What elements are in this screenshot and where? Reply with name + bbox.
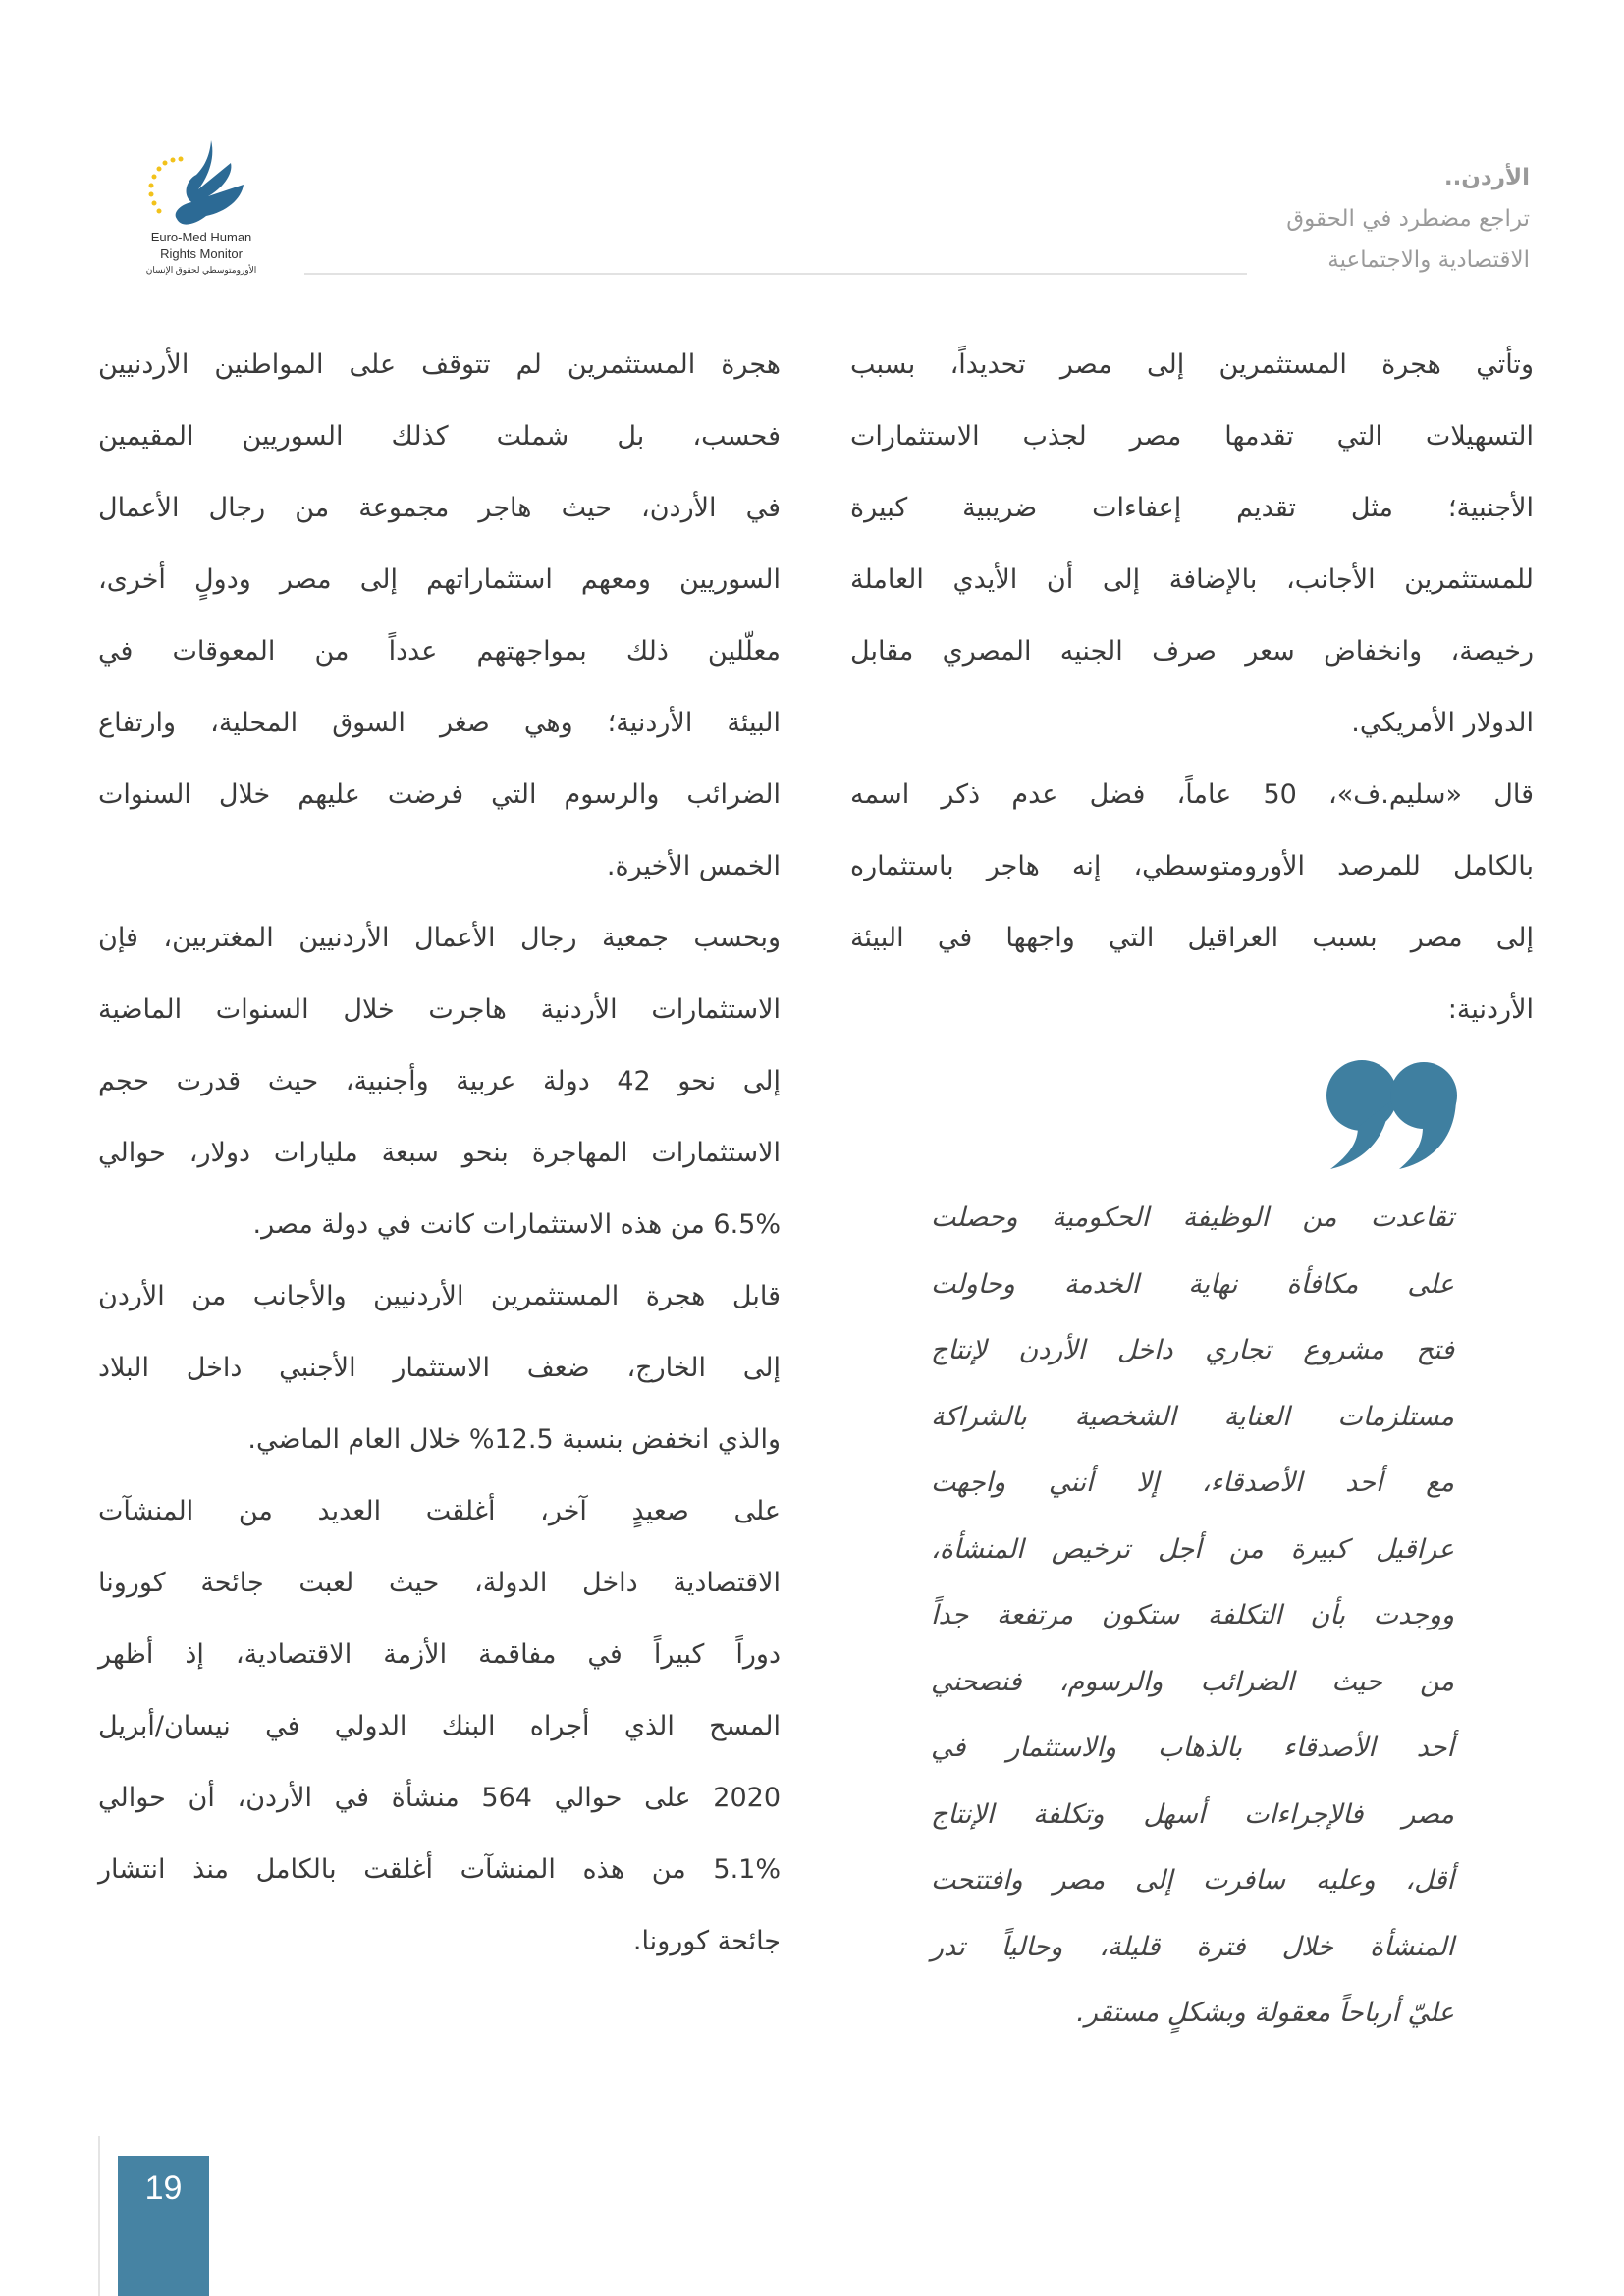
- text-line: عراقيل كبيرة من أجل ترخيص المنشأة،: [931, 1533, 1454, 1565]
- text-line: مصر فالإجراءات أسهل وتكلفة الإنتاج: [931, 1798, 1454, 1830]
- text-line: 6.5% من هذه الاستثمارات كانت في دولة مصر.: [252, 1209, 781, 1240]
- left-column: [98, 329, 781, 1977]
- text-line: الاستثمارات المهاجرة بنحو سبعة مليارات دولار، حوالي: [98, 1138, 781, 1168]
- logo-line: Rights Monitor: [160, 246, 243, 261]
- text-line: الاستثمارات الأردنية هاجرت خلال السنوات الماضية: [98, 994, 781, 1025]
- text-line: المسح الذي أجراه البنك الدولي في نيسان/أبريل: [98, 1711, 781, 1741]
- text-line: 5.1% من هذه المنشآت أغلقت بالكامل منذ انتشار: [98, 1854, 781, 1885]
- text-line: قابل هجرة المستثمرين الأردنيين والأجانب من الأردن: [98, 1281, 781, 1311]
- text-line: الخمس الأخيرة.: [606, 851, 781, 881]
- text-line: 2020 على حوالي 564 منشأة في الأردن، أن حوالي: [98, 1783, 781, 1813]
- text-line: مستلزمات العناية الشخصية بالشراكة: [931, 1401, 1454, 1432]
- text-line: هجرة المستثمرين لم تتوقف على المواطنين الأردنيين: [98, 349, 781, 380]
- text-line: جائحة كورونا.: [632, 1926, 781, 1956]
- quote-mark-icon: [1321, 1058, 1458, 1171]
- page-number: 19: [118, 2156, 209, 2296]
- text-line: الأجنبية؛ مثل تقديم إعفاءات ضريبية كبيرة: [850, 493, 1534, 523]
- text-line: أحد الأصدقاء بالذهاب والاستثمار في: [931, 1733, 1454, 1763]
- text-line: فحسب، بل شملت كذلك السوريين المقيمين: [98, 421, 781, 452]
- text-line: رخيصة، وانخفاض سعر صرف الجنيه المصري مقابل: [850, 636, 1534, 667]
- text-line: معلّلين ذلك بمواجهتهم عدداً من المعوقات في: [98, 636, 781, 667]
- text-line: على صعيدٍ آخر، أغلقت العديد من المنشآت: [98, 1496, 781, 1526]
- title-line: الاقتصادية والاجتماعية: [1327, 247, 1530, 273]
- title-line: تراجع مضطرد في الحقوق: [1286, 206, 1530, 232]
- text-line: إلى الخارج، ضعف الاستثمار الأجنبي داخل البلاد: [98, 1353, 781, 1383]
- text-line: وبحسب جمعية رجال الأعمال الأردنيين المغتربين، فإن: [98, 923, 781, 953]
- text-line: البيئة الأردنية؛ وهي صغر السوق المحلية، وارتفاع: [98, 708, 781, 738]
- text-line: والذي انخفض بنسبة 12.5% خلال العام الماضي.: [247, 1424, 781, 1455]
- footer-divider: [98, 2136, 100, 2296]
- text-line: ووجدت بأن التكلفة ستكون مرتفعة جداً: [931, 1600, 1454, 1630]
- text-line: فتح مشروع تجاري داخل الأردن لإنتاج: [931, 1335, 1454, 1365]
- text-line: دوراً كبيراً في مفاقمة الأزمة الاقتصادية، إذ أظهر: [98, 1639, 781, 1670]
- text-line: من حيث الضرائب والرسوم، فنصحني: [931, 1666, 1454, 1697]
- text-line: أقل، وعليه سافرت إلى مصر وافتتحت: [931, 1865, 1454, 1896]
- text-line: الضرائب والرسوم التي فرضت عليهم خلال السنوات: [98, 779, 781, 810]
- text-line: تقاعدت من الوظيفة الحكومية وحصلت: [931, 1202, 1454, 1233]
- text-line: إلى مصر بسبب العراقيل التي واجهها في البيئة: [850, 923, 1534, 953]
- text-line: مع أحد الأصدقاء، إلا أنني واجهت: [931, 1468, 1454, 1498]
- text-line: عليّ أرباحاً معقولة وبشكلٍ مستقر.: [1076, 1998, 1454, 2028]
- text-line: بالكامل للمرصد الأورومتوسطي، إنه هاجر باستثماره: [850, 851, 1534, 881]
- text-line: في الأردن، حيث هاجر مجموعة من رجال الأعمال: [98, 493, 781, 523]
- text-line: التسهيلات التي تقدمها مصر لجذب الاستثمارات: [850, 421, 1534, 452]
- logo-arabic: الأورومتوسطي لحقوق الإنسان: [145, 265, 257, 275]
- right-column: [850, 329, 1534, 1045]
- text-line: الدولار الأمريكي.: [1351, 708, 1534, 738]
- text-line: المنشأة خلال فترة قليلة، وحالياً تدر: [931, 1931, 1454, 1962]
- text-line: السوريين ومعهم استثماراتهم إلى مصر ودولٍ أخرى،: [98, 564, 781, 595]
- title-country: الأردن..: [1443, 165, 1530, 190]
- text-line: للمستثمرين الأجانب، بالإضافة إلى أن الأيدي العاملة: [850, 564, 1534, 595]
- logo-text: [137, 229, 265, 279]
- logo-line: Euro-Med Human: [150, 230, 252, 244]
- text-line: على مكافأة نهاية الخدمة وحاولت: [931, 1268, 1454, 1300]
- header-divider: [304, 273, 1247, 275]
- text-line: وتأتي هجرة المستثمرين إلى مصر تحديداً، بسبب: [850, 349, 1534, 380]
- text-line: قال «سليم.ف»، 50 عاماً، فضل عدم ذكر اسمه: [850, 779, 1535, 810]
- testimonial-quote: [931, 1185, 1454, 2047]
- text-line: الاقتصادية داخل الدولة، حيث لعبت جائحة كورونا: [98, 1568, 781, 1598]
- text-line: إلى نحو 42 دولة عربية وأجنبية، حيث قدرت حجم: [98, 1066, 781, 1096]
- text-line: الأردنية:: [1447, 994, 1534, 1025]
- document-title: [1137, 157, 1530, 281]
